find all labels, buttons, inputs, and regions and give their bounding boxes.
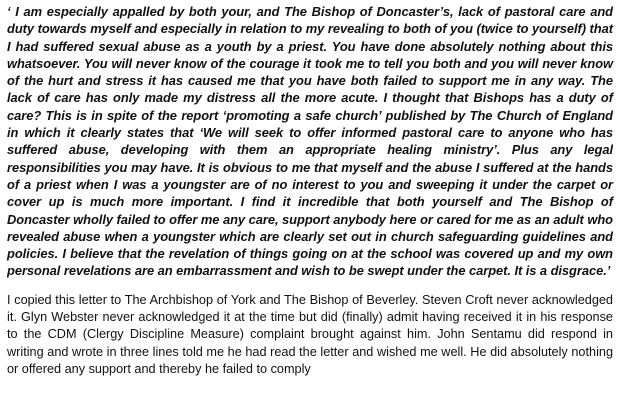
narrative-paragraph: I copied this letter to The Archbishop of York and The Bishop of Beverley. Steven Croft never acknowledged it. Glyn Webster never acknowledged it at the time but did (finally) admit having received it in his response to the CDM (Clergy Discipline Measure) complaint brought against him. John Sentamu did respond in writing and wrote in three lines told me he had read the letter and wished me well. He did absolutely nothing or offered any support and thereby he failed to comply — [7, 292, 613, 376]
quoted-letter-paragraph: ‘ I am especially appalled by both your, and The Bishop of Doncaster’s, lack of pastoral care and duty towards myself and especially in relation to my revealing to both of you (twice to yourself) that I had suffered sexual abuse as a youth by a priest. You have done absolutely nothing about this whatsoever. You will never know of the courage it took me to tell you both and you will never know of the hurt and stress it has caused me that you have both failed to support me in any way. The lack of care has only made my distress all the more acute. I thought that Bishops has a duty of care? This is in spite of the report ‘promoting a safe church’ published by The Church of England in which it clearly states that ‘We will seek to offer informed pastoral care to anyone who has suffered abuse, developing with them an appropriate healing ministry’. Plus any legal responsibilities you may have. It is obvious to me that myself and the abuse I suffered at the hands of a priest when I was a youngster are of no interest to you and sweeping it under the carpet or cover up is much more important. I find it incredible that both yourself and The Bishop of Doncaster wholly failed to offer me any care, support anybody here or cared for me as an adult who revealed abuse when a youngster which are clearly set out in church safeguarding guidelines and policies. I believe that the revelation of things going on at the school was covered up and my own personal revelations are an embarrassment and wish to be swept under the carpet. It is a disgrace.’ — [7, 4, 613, 279]
